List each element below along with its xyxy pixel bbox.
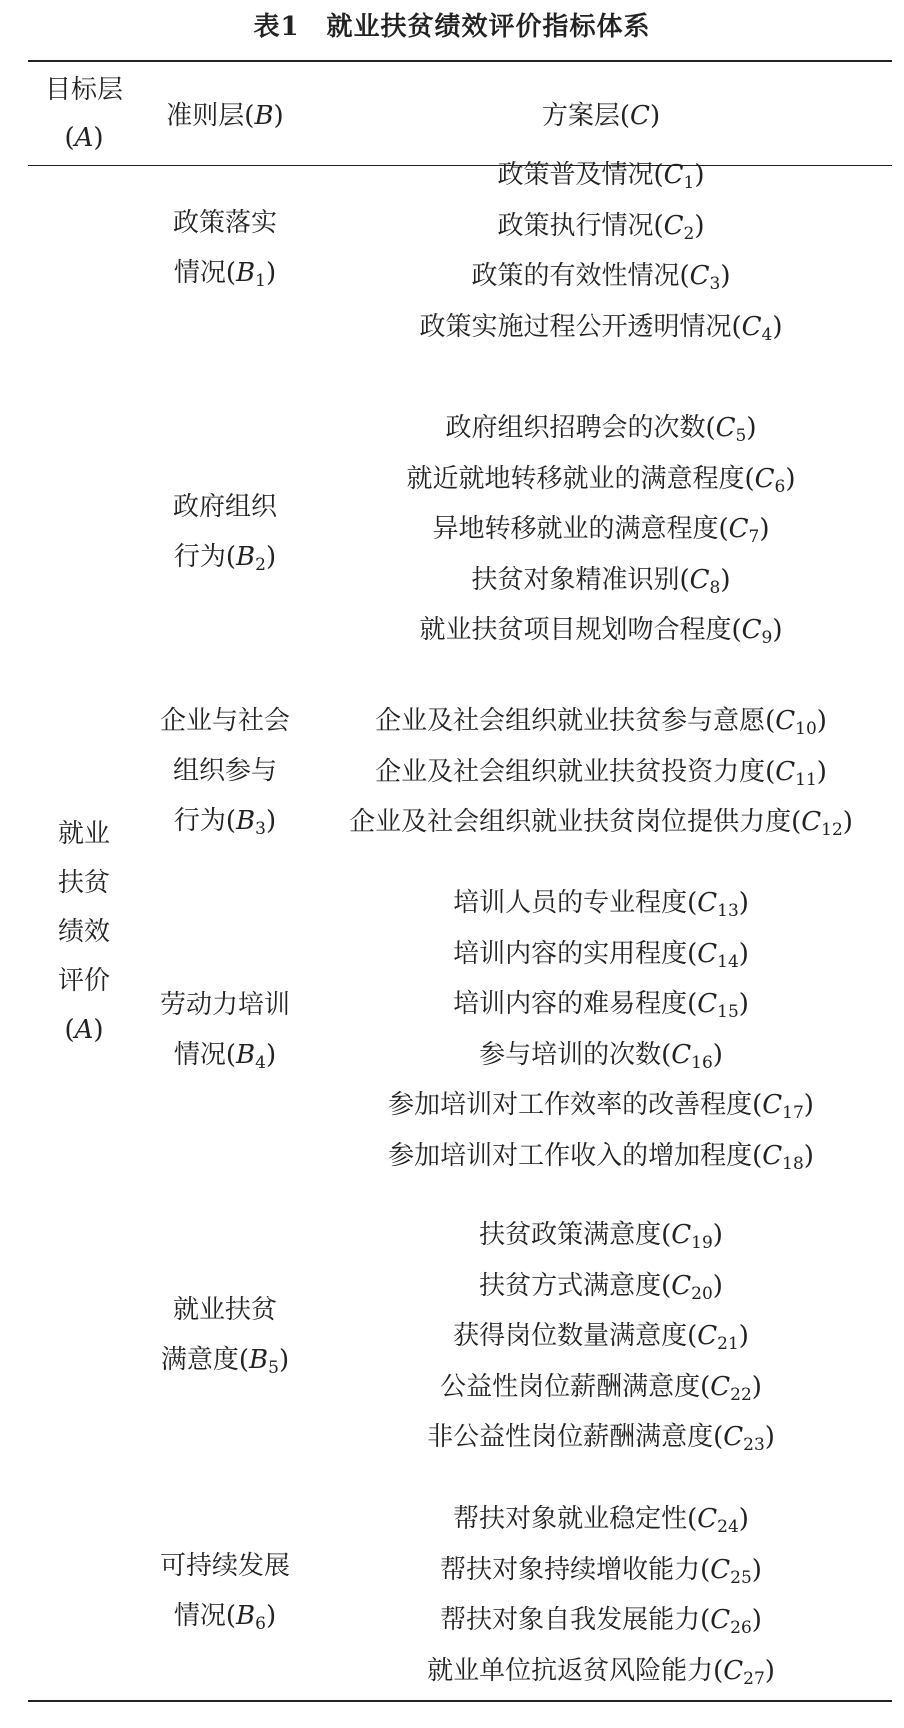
criterion-cell-b3 (140, 696, 310, 846)
indicator-item: 就业单位抗返贫风险能力$(C_{27})$ (427, 1655, 775, 1689)
indicator-group-2 (310, 403, 892, 656)
indicator-group-3 (310, 696, 892, 848)
indicator-item: 公益性岗位薪酬满意度$(C_{22})$ (440, 1371, 762, 1405)
indicator-item: 异地转移就业的满意程度$(C_7)$ (432, 514, 770, 547)
goal-line: 评价 (57, 966, 110, 996)
goal-line: 绩效 (57, 917, 110, 947)
criterion-line: 情况$(B_1)$ (173, 258, 277, 291)
indicator-group-4 (310, 878, 892, 1181)
indicator-group-1 (310, 150, 892, 352)
goal-cell (28, 810, 140, 1055)
indicator-item: 就近就地转移就业的满意程度$(C_6)$ (406, 463, 796, 497)
indicator-item: 就业扶贫项目规划吻合程度$(C_9)$ (419, 615, 783, 648)
indicator-item: 帮扶对象持续增收能力$(C_{25})$ (440, 1554, 762, 1588)
criterion-line: 行为$(B_2)$ (173, 542, 277, 575)
header-goal-layer (28, 66, 140, 162)
indicator-item: 政策执行情况$(C_2)$ (497, 210, 705, 244)
indicator-item: 政策实施过程公开透明情况$(C_4)$ (419, 311, 783, 345)
criterion-line: 行为$(B_3)$ (173, 806, 277, 839)
criterion-line: 企业与社会 (159, 706, 290, 736)
criterion-line: 组织参与 (172, 756, 277, 786)
criterion-cell-b2 (140, 482, 310, 582)
criterion-cell-b4 (140, 980, 310, 1080)
indicator-group-6 (310, 1494, 892, 1696)
criterion-line: 劳动力培训 (159, 990, 290, 1020)
indicator-item: 培训人员的专业程度$(C_{13})$ (453, 888, 749, 921)
header-criterion-layer: 准则层(B) (166, 101, 284, 131)
criterion-line: 政策落实 (172, 208, 277, 238)
indicator-item: 帮扶对象自我发展能力$(C_{26})$ (440, 1605, 762, 1638)
top-rule (28, 60, 892, 62)
table-caption: 表1 就业扶贫绩效评价指标体系 (253, 12, 651, 42)
indicator-item: 政策的有效性情况$(C_3)$ (471, 261, 731, 294)
indicator-item: 获得岗位数量满意度$(C_{21})$ (453, 1321, 749, 1354)
indicator-item: 企业及社会组织就业扶贫参与意愿$(C_{10})$ (375, 706, 827, 739)
criterion-line: 满意度$(B_5)$ (160, 1345, 290, 1378)
indicator-item: 扶贫方式满意度$(C_{20})$ (479, 1270, 723, 1304)
indicator-item: 参加培训对工作效率的改善程度$(C_{17})$ (388, 1090, 814, 1123)
indicator-item: 非公益性岗位薪酬满意度$(C_{23})$ (427, 1422, 775, 1455)
criterion-cell-b6 (140, 1541, 310, 1641)
header-goal-line2: (A) (64, 123, 104, 153)
criterion-line: 可持续发展 (159, 1551, 290, 1581)
criterion-cell-b5 (140, 1285, 310, 1385)
criterion-line: 就业扶贫 (172, 1295, 277, 1325)
indicator-item: 培训内容的难易程度$(C_{15})$ (453, 989, 749, 1022)
indicator-group-5 (310, 1210, 892, 1463)
criterion-cell-b1 (140, 198, 310, 298)
indicator-item: 政府组织招聘会的次数$(C_5)$ (445, 413, 757, 446)
indicator-item: 企业及社会组织就业扶贫投资力度$(C_{11})$ (375, 756, 827, 790)
goal-line: 扶贫 (57, 868, 110, 898)
header-goal-line1: 目标层 (44, 75, 123, 105)
criterion-line: 情况$(B_4)$ (173, 1040, 277, 1073)
goal-line: (A) (64, 1015, 104, 1045)
indicator-item: 帮扶对象就业稳定性$(C_{24})$ (453, 1504, 749, 1537)
criterion-line: 情况$(B_6)$ (173, 1601, 277, 1634)
indicator-item: 参与培训的次数$(C_{16})$ (479, 1039, 723, 1073)
indicator-item: 政策普及情况$(C_1)$ (497, 160, 705, 193)
indicator-item: 扶贫政策满意度$(C_{19})$ (479, 1220, 723, 1253)
indicator-item: 扶贫对象精准识别$(C_8)$ (471, 564, 731, 598)
criterion-line: 政府组织 (172, 492, 277, 522)
indicator-item: 企业及社会组织就业扶贫岗位提供力度$(C_{12})$ (349, 807, 853, 840)
bottom-rule (28, 1700, 892, 1702)
goal-line: 就业 (57, 819, 110, 849)
indicator-item: 培训内容的实用程度$(C_{14})$ (453, 938, 749, 972)
header-scheme-layer: 方案层(C) (541, 101, 661, 131)
indicator-item: 参加培训对工作收入的增加程度$(C_{18})$ (388, 1140, 814, 1174)
